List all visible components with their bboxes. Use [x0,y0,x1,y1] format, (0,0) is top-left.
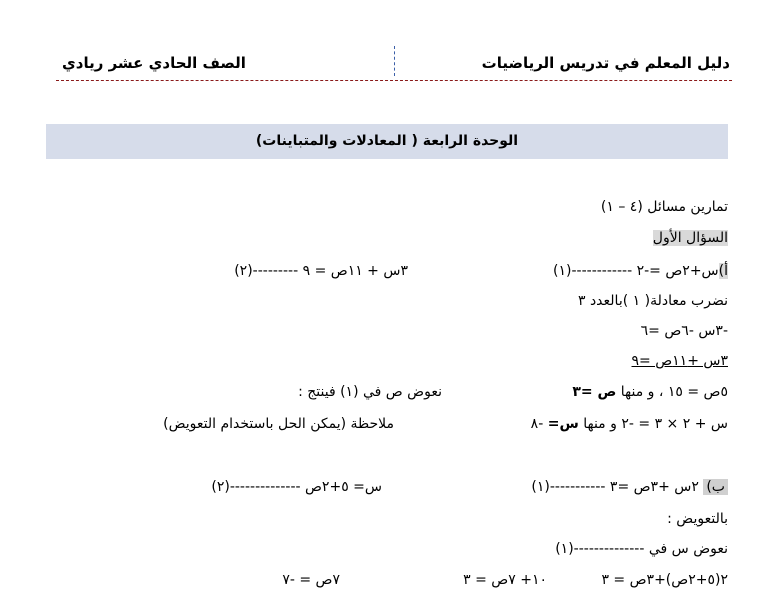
header-left-title: الصف الحادي عشر ريادي [62,54,246,72]
part-a-label: أ) [718,263,728,279]
substitute-y-line: نعوض ص في (١) فينتج : [298,384,442,400]
exercises-heading: تمارين مسائل (٤ – ١) [600,199,728,215]
note-line: ملاحظة (يمكن الحل باستخدام التعويض) [163,416,394,432]
part-a-eq1 [553,262,728,280]
final-eq1: ٢(٥+٢ص)+٣ص = ٣ [601,572,728,588]
result-y-line [572,383,728,401]
part-a-eq2: ٣س + ١١ص = ٩ ---------(٢) [234,263,408,279]
unit-title-band [46,124,728,159]
final-eq2: ١٠+ ٧ص = ٣ [463,572,547,588]
multiplied-eq1: -٣س -٦ص =٦ [640,323,728,339]
part-a-eq1-text: س+٢ص =-٢ ------------(١) [553,263,719,279]
multiplied-eq2: ٣س +١١ص =٩ [631,353,728,369]
multiply-line: نضرب معادلة( ١ )بالعدد ٣ [577,293,728,309]
substitution-heading: بالتعويض : [667,511,728,527]
result-x-value: -٨ [530,416,544,432]
result-x-prefix: س + ٢ × ٣ = -٢ و منها [583,416,728,432]
header-right-title: دليل المعلم في تدريس الرياضيات [481,54,730,72]
part-b-eq2: س= ٥+٢ص --------------(٢) [211,479,382,495]
part-b-eq1-text: ٢س +٣ص =٣ -----------(١) [531,479,699,495]
substitute-x-line: نعوض س في --------------(١) [555,541,728,557]
final-eq3: ٧ص = -٧ [282,572,340,588]
result-y-prefix: ٥ص = ١٥ ، و منها [620,384,728,400]
result-x-line [531,415,728,433]
part-b-label: ب) [703,479,728,495]
result-x-label: س= [547,416,579,432]
question-1-heading-text: السؤال الأول [652,230,728,246]
unit-title: الوحدة الرابعة ( المعادلات والمتباينات) [255,133,519,149]
header-vertical-divider [394,46,395,76]
part-b-eq1 [531,478,728,496]
question-1-heading [653,229,728,247]
header-divider [56,80,732,81]
result-y-value: ص =٣ [572,384,617,400]
